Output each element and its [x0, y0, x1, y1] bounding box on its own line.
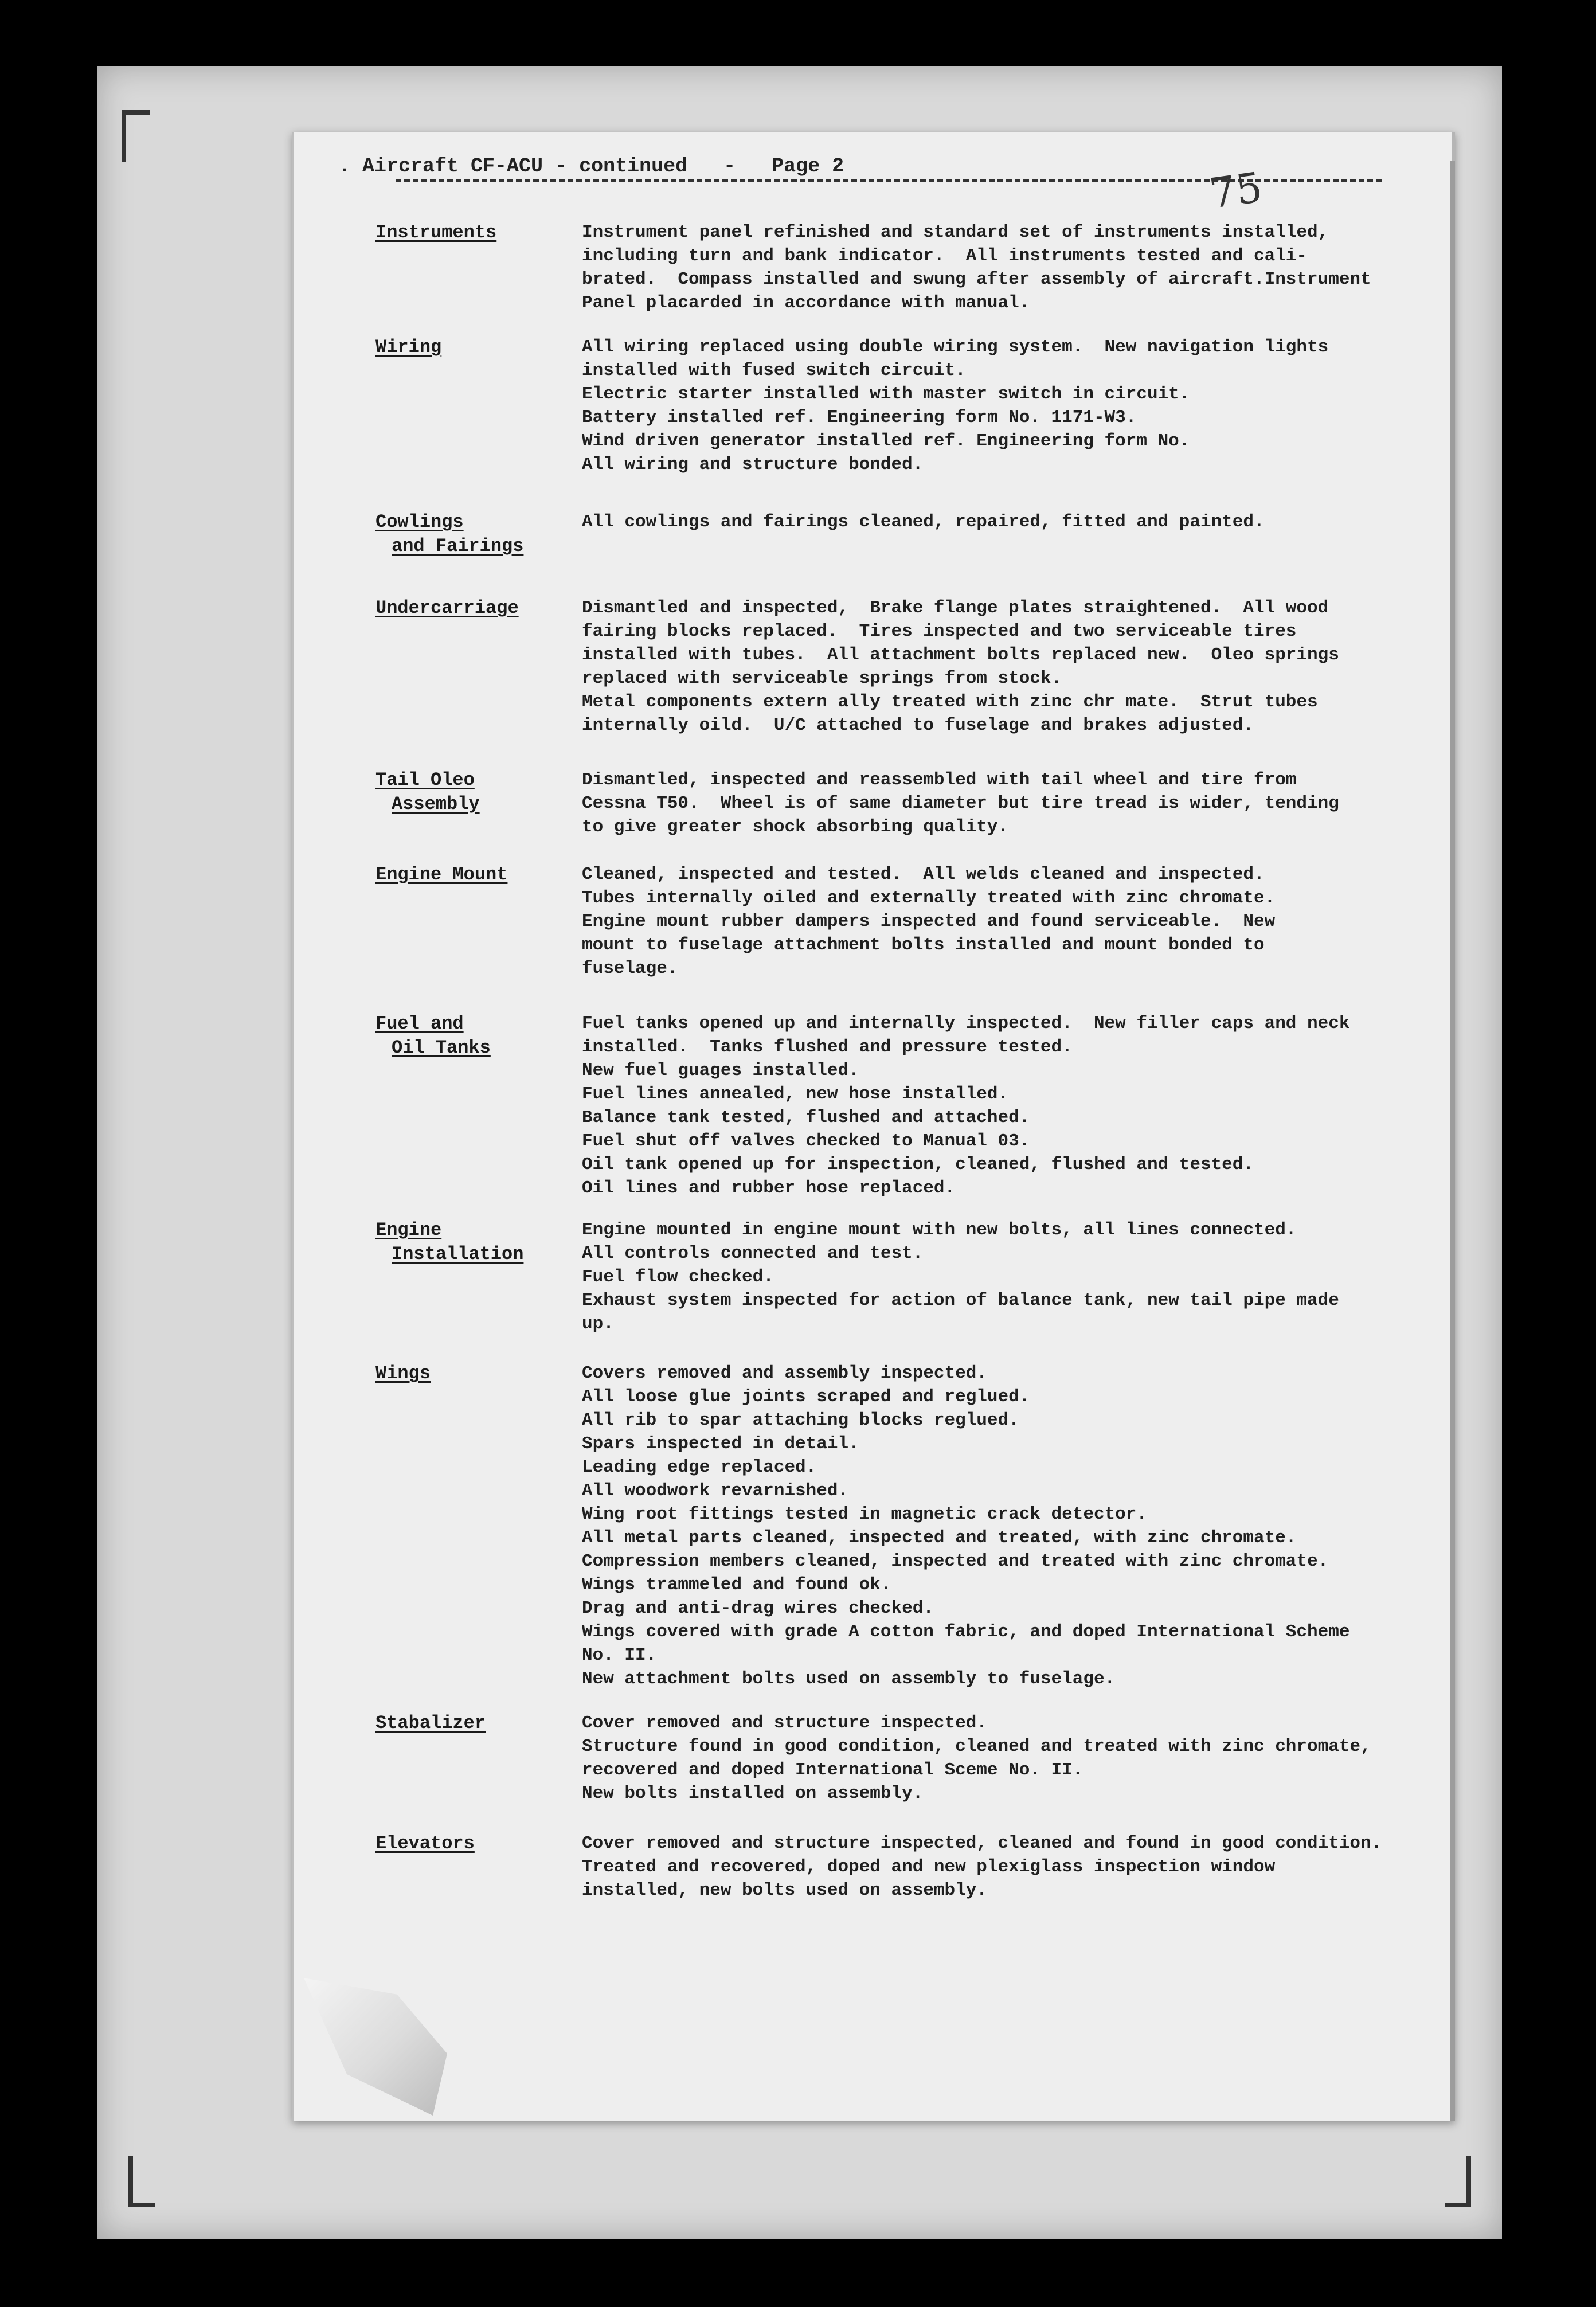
body-line: Cleaned, inspected and tested. All welds cleaned and inspected. — [582, 865, 1265, 885]
section-label-text: Installation — [392, 1244, 524, 1265]
section-body — [582, 596, 1465, 737]
section-label-line — [375, 792, 582, 816]
section-label-line — [375, 768, 582, 792]
body-line: up. — [582, 1314, 614, 1334]
body-line: fuselage. — [582, 959, 678, 979]
section-label-line — [375, 863, 582, 887]
body-line: All wiring replaced using double wiring system. New navigation lights — [582, 337, 1329, 357]
body-line: Wind driven generator installed ref. Engineering form No. — [582, 431, 1190, 451]
body-line: Exhaust system inspected for action of balance tank, new tail pipe made — [582, 1291, 1339, 1311]
body-line: brated. Compass installed and swung after assembly of aircraft.Instrument — [582, 269, 1371, 290]
body-line: Metal components extern ally treated with zinc chr mate. Strut tubes — [582, 692, 1318, 712]
body-line: Tubes internally oiled and externally treated with zinc chromate. — [582, 888, 1276, 908]
body-line: Compression members cleaned, inspected and treated with zinc chromate. — [582, 1551, 1329, 1571]
section-body — [582, 1362, 1465, 1691]
body-line: Dismantled and inspected, Brake flange plates straightened. All wood — [582, 598, 1329, 618]
section-body — [582, 1711, 1465, 1805]
body-line: Spars inspected in detail. — [582, 1434, 859, 1454]
body-line: New fuel guages installed. — [582, 1061, 859, 1081]
section-label — [375, 510, 582, 558]
section-label-text: Instruments — [375, 222, 497, 243]
section-label — [375, 768, 582, 816]
body-line: fairing blocks replaced. Tires inspected and two serviceable tires — [582, 621, 1297, 642]
body-line: No. II. — [582, 1645, 657, 1665]
body-line: Structure found in good condition, cleaned and treated with zinc chromate, — [582, 1737, 1371, 1757]
body-line: Balance tank tested, flushed and attached. — [582, 1108, 1030, 1128]
body-line: installed with fused switch circuit. — [582, 361, 966, 381]
body-line: Wing root fittings tested in magnetic crack detector. — [582, 1504, 1147, 1524]
body-line: All metal parts cleaned, inspected and treated, with zinc chromate. — [582, 1528, 1297, 1548]
section-label-text: Tail Oleo — [375, 769, 475, 791]
section-label-text: Undercarriage — [375, 597, 519, 619]
section-label-text: Engine — [375, 1219, 442, 1241]
section-label-line — [375, 1036, 582, 1060]
section-cowlings-and-fairings — [375, 510, 1465, 558]
section-label-text: Elevators — [375, 1833, 475, 1854]
body-line: including turn and bank indicator. All instruments tested and cali- — [582, 246, 1308, 266]
section-label-text: Cowlings — [375, 511, 464, 533]
body-line: Fuel flow checked. — [582, 1267, 774, 1287]
section-wings — [375, 1362, 1465, 1691]
body-line: installed. Tanks flushed and pressure tested. — [582, 1037, 1073, 1057]
section-label — [375, 1711, 582, 1735]
section-stabalizer — [375, 1711, 1465, 1805]
section-label-line — [375, 1012, 582, 1036]
section-label — [375, 1362, 582, 1386]
body-line: Fuel tanks opened up and internally inspected. New filler caps and neck — [582, 1014, 1350, 1034]
body-line: All woodwork revarnished. — [582, 1481, 849, 1501]
section-label-line — [375, 510, 582, 534]
crop-mark-top-left-horizontal — [122, 110, 150, 115]
section-label — [375, 1218, 582, 1266]
body-line: Fuel shut off valves checked to Manual 03. — [582, 1131, 1030, 1151]
body-line: Engine mount rubber dampers inspected and found serviceable. New — [582, 912, 1276, 932]
body-line: Battery installed ref. Engineering form No. 1171-W3. — [582, 408, 1137, 428]
section-label — [375, 1832, 582, 1856]
body-line: Oil tank opened up for inspection, cleaned, flushed and tested. — [582, 1155, 1254, 1175]
section-label — [375, 596, 582, 620]
section-label-line — [375, 335, 582, 359]
body-line: installed, new bolts used on assembly. — [582, 1880, 987, 1901]
section-label-line — [375, 1711, 582, 1735]
section-wiring — [375, 335, 1465, 476]
body-line: New bolts installed on assembly. — [582, 1784, 924, 1804]
body-line: All wiring and structure bonded. — [582, 455, 924, 475]
body-line: mount to fuselage attachment bolts installed and mount bonded to — [582, 935, 1265, 955]
body-line: New attachment bolts used on assembly to fuselage. — [582, 1669, 1116, 1689]
section-elevators — [375, 1832, 1465, 1902]
crop-mark-bottom-left-horizontal — [128, 2203, 155, 2207]
page-header: . Aircraft CF-ACU - continued - Page 2 — [338, 155, 844, 178]
section-body — [582, 768, 1465, 839]
section-instruments — [375, 221, 1465, 315]
section-engine-mount — [375, 863, 1465, 980]
section-label-line — [375, 221, 582, 245]
section-body — [582, 1012, 1465, 1200]
section-label — [375, 221, 582, 245]
section-label-line — [375, 1218, 582, 1242]
body-line: internally oild. U/C attached to fuselage and brakes adjusted. — [582, 715, 1254, 736]
body-line: Leading edge replaced. — [582, 1457, 817, 1477]
section-label-text: and Fairings — [392, 535, 524, 557]
body-line: installed with tubes. All attachment bolts replaced new. Oleo springs — [582, 645, 1339, 665]
section-label — [375, 335, 582, 359]
body-line: recovered and doped International Sceme No. II. — [582, 1760, 1083, 1780]
body-line: Engine mounted in engine mount with new bolts, all lines connected. — [582, 1220, 1297, 1240]
body-line: Wings trammeled and found ok. — [582, 1575, 891, 1595]
body-line: Treated and recovered, doped and new plexiglass inspection window — [582, 1857, 1276, 1877]
body-line: Covers removed and assembly inspected. — [582, 1363, 987, 1383]
body-line: Wings covered with grade A cotton fabric, and doped International Scheme — [582, 1622, 1350, 1642]
body-line: Electric starter installed with master switch in circuit. — [582, 384, 1190, 404]
section-tail-oleo-assembly — [375, 768, 1465, 839]
body-line: Fuel lines annealed, new hose installed. — [582, 1084, 1009, 1104]
section-label-line — [375, 1832, 582, 1856]
section-label-text: Wiring — [375, 337, 442, 358]
body-line: replaced with serviceable springs from stock. — [582, 668, 1062, 689]
section-label-text: Assembly — [392, 793, 480, 815]
handwritten-page-number: 75 — [1206, 163, 1266, 218]
body-line: Cover removed and structure inspected. — [582, 1713, 987, 1733]
section-body — [582, 863, 1465, 980]
section-body — [582, 510, 1465, 534]
section-label-text: Oil Tanks — [392, 1037, 491, 1058]
body-line: All loose glue joints scraped and reglued. — [582, 1387, 1030, 1407]
crop-mark-bottom-right-horizontal — [1445, 2203, 1471, 2207]
body-line: to give greater shock absorbing quality. — [582, 817, 1009, 837]
crop-mark-bottom-left-vertical — [128, 2156, 133, 2207]
section-label-line — [375, 1242, 582, 1266]
section-label-line — [375, 534, 582, 558]
section-body — [582, 1218, 1465, 1336]
section-label-text: Wings — [375, 1363, 431, 1384]
section-label-text: Fuel and — [375, 1013, 464, 1034]
section-label — [375, 1012, 582, 1060]
section-label-text: Stabalizer — [375, 1712, 486, 1734]
section-body — [582, 221, 1465, 315]
crop-mark-top-left-vertical — [122, 110, 126, 162]
section-engine-installation — [375, 1218, 1465, 1336]
crop-mark-bottom-right-vertical — [1466, 2156, 1471, 2207]
body-line: All cowlings and fairings cleaned, repaired, fitted and painted. — [582, 512, 1265, 532]
section-undercarriage — [375, 596, 1465, 737]
section-body — [582, 335, 1465, 476]
body-line: Drag and anti-drag wires checked. — [582, 1598, 934, 1618]
body-line: Cover removed and structure inspected, cleaned and found in good condition. — [582, 1833, 1382, 1854]
body-line: Dismantled, inspected and reassembled with tail wheel and tire from — [582, 770, 1297, 790]
body-line: Oil lines and rubber hose replaced. — [582, 1178, 956, 1198]
body-line: All controls connected and test. — [582, 1244, 924, 1264]
section-label-text: Engine Mount — [375, 864, 508, 885]
body-line: Instrument panel refinished and standard set of instruments installed, — [582, 222, 1329, 243]
section-label — [375, 863, 582, 887]
section-body — [582, 1832, 1465, 1902]
section-label-line — [375, 1362, 582, 1386]
body-line: Panel placarded in accordance with manual. — [582, 293, 1030, 313]
body-line: Cessna T50. Wheel is of same diameter but tire tread is wider, tending — [582, 793, 1339, 814]
body-line: All rib to spar attaching blocks reglued. — [582, 1410, 1019, 1430]
section-label-line — [375, 596, 582, 620]
section-fuel-and-oil-tanks — [375, 1012, 1465, 1200]
